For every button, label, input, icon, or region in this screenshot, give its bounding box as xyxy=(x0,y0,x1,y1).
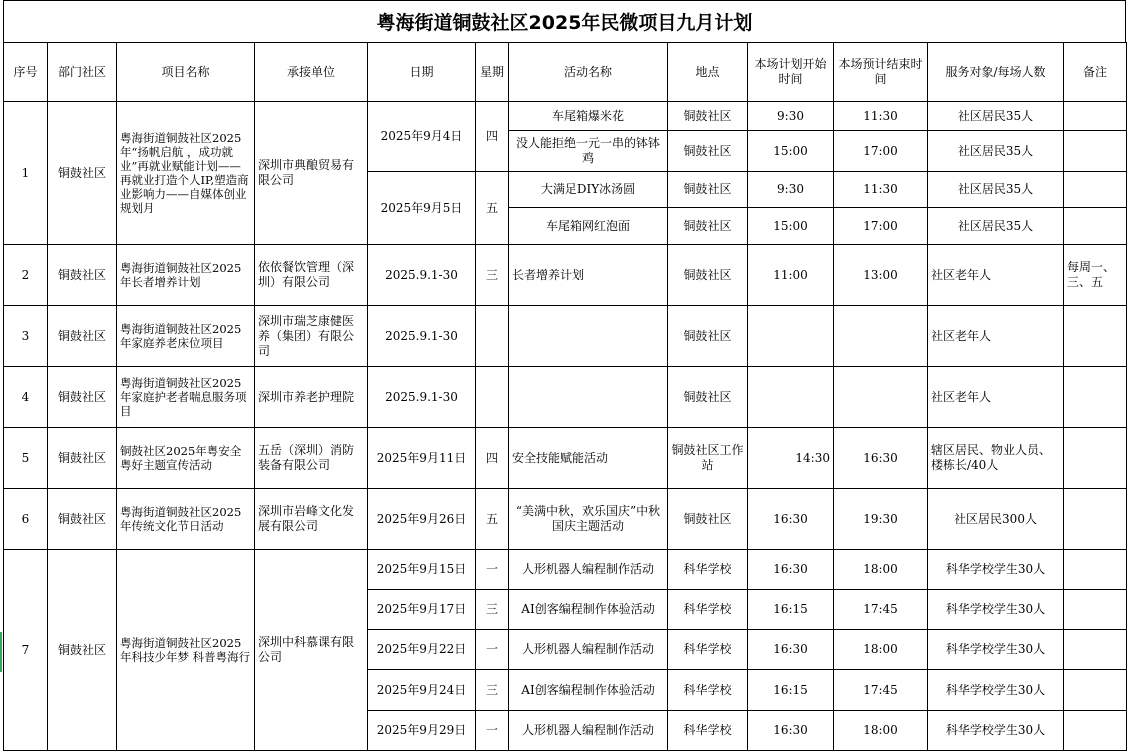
cell-audience[interactable]: 辖区居民、物业人员、楼栋长/40人 xyxy=(928,428,1064,489)
cell-contractor[interactable]: 深圳中科慕课有限公司 xyxy=(255,550,368,751)
cell-date[interactable]: 2025年9月5日 xyxy=(368,172,476,245)
header-remark[interactable]: 备注 xyxy=(1064,43,1127,102)
cell-dept[interactable]: 铜鼓社区 xyxy=(48,367,117,428)
header-project[interactable]: 项目名称 xyxy=(117,43,255,102)
cell-audience[interactable]: 科华学校学生30人 xyxy=(928,550,1064,590)
cell-activity[interactable]: 人形机器人编程制作活动 xyxy=(509,630,668,670)
cell-end[interactable]: 11:30 xyxy=(834,102,928,131)
header-no[interactable]: 序号 xyxy=(4,43,48,102)
header-dept[interactable]: 部门社区 xyxy=(48,43,117,102)
cell-dept[interactable]: 铜鼓社区 xyxy=(48,428,117,489)
cell-contractor[interactable]: 深圳市典酿贸易有限公司 xyxy=(255,102,368,245)
cell-audience[interactable]: 社区居民35人 xyxy=(928,102,1064,131)
cell-start[interactable]: 11:00 xyxy=(748,245,834,306)
cell-place[interactable]: 铜鼓社区 xyxy=(668,245,748,306)
cell-date[interactable]: 2025年9月4日 xyxy=(368,102,476,172)
cell-audience[interactable]: 科华学校学生30人 xyxy=(928,711,1064,751)
cell-place[interactable]: 铜鼓社区 xyxy=(668,208,748,245)
cell-contractor[interactable]: 深圳市瑞芝康健医养（集团）有限公司 xyxy=(255,306,368,367)
cell-remark[interactable] xyxy=(1064,367,1127,428)
cell-end[interactable]: 18:00 xyxy=(834,630,928,670)
cell-weekday[interactable]: 五 xyxy=(476,489,509,550)
cell-date[interactable]: 2025.9.1-30 xyxy=(368,306,476,367)
cell-audience[interactable]: 社区居民35人 xyxy=(928,208,1064,245)
cell-audience[interactable]: 科华学校学生30人 xyxy=(928,670,1064,711)
table-row xyxy=(4,489,1127,550)
row-marker xyxy=(0,632,2,672)
cell-start[interactable] xyxy=(748,306,834,367)
cell-remark[interactable] xyxy=(1064,489,1127,550)
cell-audience[interactable]: 社区老年人 xyxy=(928,245,1064,306)
cell-start[interactable] xyxy=(748,367,834,428)
cell-weekday[interactable]: 五 xyxy=(476,172,509,245)
cell-dept[interactable]: 铜鼓社区 xyxy=(48,102,117,245)
cell-activity[interactable]: 大满足DIY冰汤圆 xyxy=(509,172,668,208)
cell-remark[interactable] xyxy=(1064,172,1127,208)
cell-weekday[interactable]: 三 xyxy=(476,245,509,306)
cell-date[interactable]: 2025年9月29日 xyxy=(368,711,476,751)
cell-activity[interactable]: 车尾箱爆米花 xyxy=(509,102,668,131)
cell-project[interactable]: 粤海街道铜鼓社区2025年传统文化节日活动 xyxy=(117,489,255,550)
cell-no[interactable]: 3 xyxy=(4,306,48,367)
cell-remark[interactable] xyxy=(1064,131,1127,172)
cell-end[interactable]: 17:00 xyxy=(834,131,928,172)
cell-weekday[interactable] xyxy=(476,306,509,367)
header-audience[interactable]: 服务对象/每场人数 xyxy=(928,43,1064,102)
cell-start[interactable]: 14:30 xyxy=(748,428,834,489)
cell-weekday[interactable]: 四 xyxy=(476,102,509,172)
cell-end[interactable]: 18:00 xyxy=(834,550,928,590)
cell-contractor[interactable]: 深圳市岩峰文化发展有限公司 xyxy=(255,489,368,550)
cell-activity[interactable]: 没人能拒绝一元一串的钵钵鸡 xyxy=(509,131,668,172)
cell-place[interactable]: 铜鼓社区 xyxy=(668,172,748,208)
cell-audience[interactable]: 社区老年人 xyxy=(928,306,1064,367)
cell-start[interactable]: 16:15 xyxy=(748,670,834,711)
cell-date[interactable]: 2025年9月17日 xyxy=(368,590,476,630)
cell-end[interactable]: 18:00 xyxy=(834,711,928,751)
header-activity[interactable]: 活动名称 xyxy=(509,43,668,102)
cell-weekday[interactable]: 四 xyxy=(476,428,509,489)
cell-start[interactable]: 9:30 xyxy=(748,172,834,208)
cell-place[interactable]: 科华学校 xyxy=(668,630,748,670)
cell-activity[interactable]: 人形机器人编程制作活动 xyxy=(509,711,668,751)
cell-weekday[interactable]: 一 xyxy=(476,711,509,751)
table-row xyxy=(4,367,1127,428)
header-contractor[interactable]: 承接单位 xyxy=(255,43,368,102)
cell-activity[interactable]: 人形机器人编程制作活动 xyxy=(509,550,668,590)
cell-date[interactable]: 2025年9月24日 xyxy=(368,670,476,711)
table-row xyxy=(4,245,1127,306)
cell-place[interactable]: 科华学校 xyxy=(668,711,748,751)
cell-place[interactable]: 科华学校 xyxy=(668,550,748,590)
cell-start[interactable]: 16:30 xyxy=(748,550,834,590)
cell-place[interactable]: 铜鼓社区工作站 xyxy=(668,428,748,489)
cell-start[interactable]: 16:30 xyxy=(748,711,834,751)
cell-date[interactable]: 2025年9月22日 xyxy=(368,630,476,670)
cell-project[interactable]: 粤海街道铜鼓社区2025年科技少年梦 科普粤海行 xyxy=(117,550,255,751)
cell-place[interactable]: 铜鼓社区 xyxy=(668,489,748,550)
cell-activity[interactable]: 长者增养计划 xyxy=(509,245,668,306)
cell-dept[interactable]: 铜鼓社区 xyxy=(48,550,117,751)
cell-date[interactable]: 2025.9.1-30 xyxy=(368,367,476,428)
cell-start[interactable]: 16:30 xyxy=(748,489,834,550)
header-start[interactable]: 本场计划开始时间 xyxy=(748,43,834,102)
table-row xyxy=(4,306,1127,367)
cell-end[interactable]: 17:45 xyxy=(834,670,928,711)
plan-table xyxy=(3,42,1127,751)
cell-remark[interactable] xyxy=(1064,208,1127,245)
cell-project[interactable]: 粤海街道铜鼓社区2025年“扬帆启航 ，成功就业”再就业赋能计划——再就业打造个人IP,塑造商业影响力——自媒体创业规划月 xyxy=(117,102,255,245)
cell-project[interactable]: 粤海街道铜鼓社区2025年家庭养老床位项目 xyxy=(117,306,255,367)
cell-no[interactable]: 7 xyxy=(4,550,48,751)
sheet-title: 粤海街道铜鼓社区2025年民微项目九月计划 xyxy=(3,0,1126,42)
cell-start[interactable]: 16:15 xyxy=(748,590,834,630)
cell-remark[interactable] xyxy=(1064,306,1127,367)
cell-contractor[interactable]: 依依餐饮管理（深圳）有限公司 xyxy=(255,245,368,306)
cell-remark[interactable] xyxy=(1064,590,1127,630)
cell-activity[interactable]: AI创客编程制作体验活动 xyxy=(509,590,668,630)
cell-remark[interactable] xyxy=(1064,550,1127,590)
cell-audience[interactable]: 社区居民35人 xyxy=(928,172,1064,208)
cell-end[interactable]: 17:00 xyxy=(834,208,928,245)
cell-place[interactable]: 铜鼓社区 xyxy=(668,102,748,131)
cell-end[interactable]: 11:30 xyxy=(834,172,928,208)
cell-place[interactable]: 铜鼓社区 xyxy=(668,306,748,367)
cell-audience[interactable]: 社区老年人 xyxy=(928,367,1064,428)
cell-no[interactable]: 2 xyxy=(4,245,48,306)
cell-date[interactable]: 2025年9月15日 xyxy=(368,550,476,590)
cell-place[interactable]: 科华学校 xyxy=(668,670,748,711)
cell-start[interactable]: 9:30 xyxy=(748,102,834,131)
cell-date[interactable]: 2025年9月26日 xyxy=(368,489,476,550)
cell-place[interactable]: 科华学校 xyxy=(668,590,748,630)
cell-remark[interactable] xyxy=(1064,630,1127,670)
cell-weekday[interactable]: 一 xyxy=(476,630,509,670)
cell-project[interactable]: 粤海街道铜鼓社区2025年长者增养计划 xyxy=(117,245,255,306)
cell-date[interactable]: 2025年9月11日 xyxy=(368,428,476,489)
cell-contractor[interactable]: 深圳市养老护理院 xyxy=(255,367,368,428)
table-row xyxy=(4,102,1127,131)
cell-dept[interactable]: 铜鼓社区 xyxy=(48,245,117,306)
cell-weekday[interactable]: 一 xyxy=(476,550,509,590)
cell-activity[interactable]: 安全技能赋能活动 xyxy=(509,428,668,489)
cell-weekday[interactable]: 三 xyxy=(476,590,509,630)
cell-dept[interactable]: 铜鼓社区 xyxy=(48,306,117,367)
cell-remark[interactable]: 每周一、三、五 xyxy=(1064,245,1127,306)
cell-place[interactable]: 铜鼓社区 xyxy=(668,131,748,172)
cell-no[interactable]: 4 xyxy=(4,367,48,428)
cell-weekday[interactable]: 三 xyxy=(476,670,509,711)
cell-start[interactable]: 16:30 xyxy=(748,630,834,670)
cell-start[interactable]: 15:00 xyxy=(748,208,834,245)
cell-remark[interactable] xyxy=(1064,428,1127,489)
cell-remark[interactable] xyxy=(1064,102,1127,131)
cell-contractor[interactable]: 五岳（深圳）消防装备有限公司 xyxy=(255,428,368,489)
cell-end[interactable]: 13:00 xyxy=(834,245,928,306)
cell-place[interactable]: 铜鼓社区 xyxy=(668,367,748,428)
cell-no[interactable]: 6 xyxy=(4,489,48,550)
header-weekday[interactable]: 星期 xyxy=(476,43,509,102)
table-row xyxy=(4,550,1127,590)
cell-end[interactable]: 16:30 xyxy=(834,428,928,489)
header-row xyxy=(4,43,1127,102)
cell-activity[interactable]: AI创客编程制作体验活动 xyxy=(509,670,668,711)
header-place[interactable]: 地点 xyxy=(668,43,748,102)
cell-project[interactable]: 铜鼓社区2025年粤安全粤好主题宣传活动 xyxy=(117,428,255,489)
cell-project[interactable]: 粤海街道铜鼓社区2025年家庭护老者喘息服务项目 xyxy=(117,367,255,428)
cell-weekday[interactable] xyxy=(476,367,509,428)
cell-remark[interactable] xyxy=(1064,670,1127,711)
cell-audience[interactable]: 社区居民300人 xyxy=(928,489,1064,550)
cell-end[interactable]: 19:30 xyxy=(834,489,928,550)
cell-dept[interactable]: 铜鼓社区 xyxy=(48,489,117,550)
cell-start[interactable]: 15:00 xyxy=(748,131,834,172)
cell-date[interactable]: 2025.9.1-30 xyxy=(368,245,476,306)
cell-activity[interactable] xyxy=(509,367,668,428)
header-end[interactable]: 本场预计结束时间 xyxy=(834,43,928,102)
header-date[interactable]: 日期 xyxy=(368,43,476,102)
cell-activity[interactable] xyxy=(509,306,668,367)
cell-no[interactable]: 1 xyxy=(4,102,48,245)
cell-audience[interactable]: 科华学校学生30人 xyxy=(928,630,1064,670)
cell-activity[interactable]: “美满中秋，欢乐国庆”中秋国庆主题活动 xyxy=(509,489,668,550)
table-row xyxy=(4,428,1127,489)
cell-remark[interactable] xyxy=(1064,711,1127,751)
cell-audience[interactable]: 社区居民35人 xyxy=(928,131,1064,172)
cell-end[interactable] xyxy=(834,306,928,367)
cell-no[interactable]: 5 xyxy=(4,428,48,489)
cell-audience[interactable]: 科华学校学生30人 xyxy=(928,590,1064,630)
cell-end[interactable] xyxy=(834,367,928,428)
cell-activity[interactable]: 车尾箱网红泡面 xyxy=(509,208,668,245)
cell-end[interactable]: 17:45 xyxy=(834,590,928,630)
